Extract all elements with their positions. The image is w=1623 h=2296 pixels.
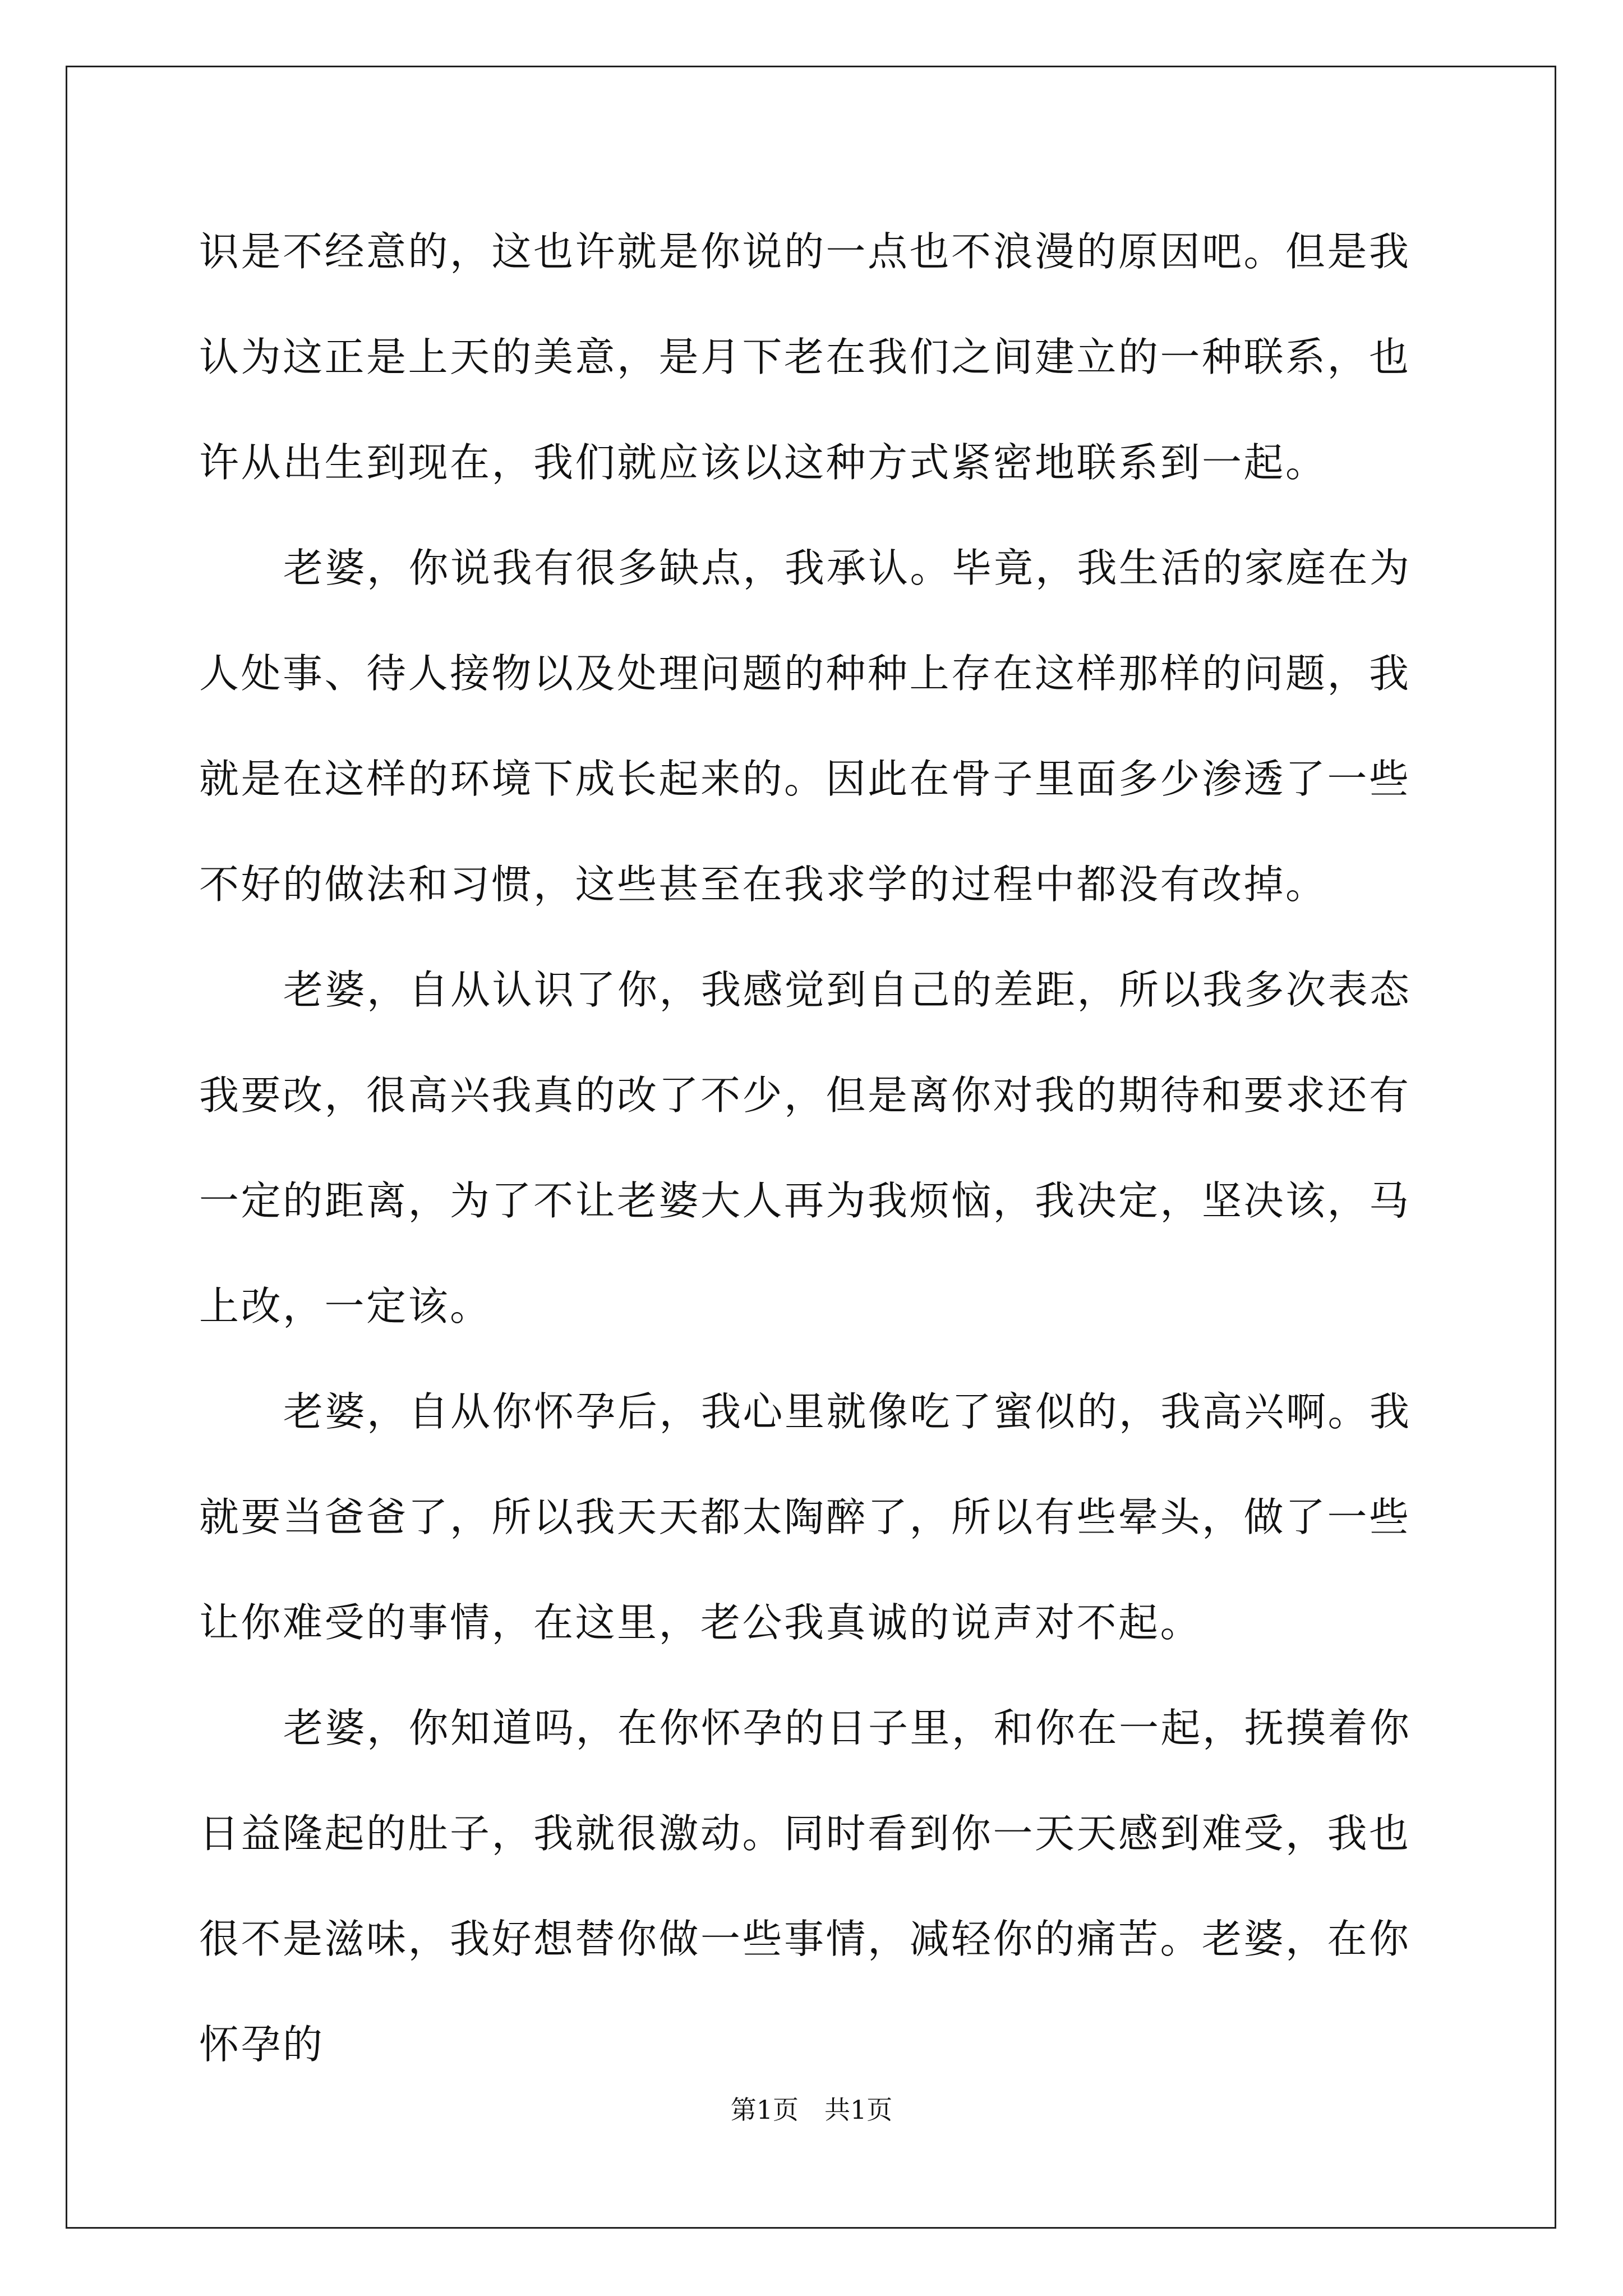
paragraph: 老婆，自从认识了你，我感觉到自己的差距，所以我多次表态我要改，很高兴我真的改了不少，但是离你对我的期待和要求还有一定的距离，为了不让老婆大人再为我烦恼，我决定，坚决该，马上改，一定该。 (199, 967, 1412, 1329)
paragraph: 老婆，你说我有很多缺点，我承认。毕竟，我生活的家庭在为人处事、待人接物以及处理问题的种种上存在这样那样的问题，我就是在这样的环境下成长起来的。因此在骨子里面多少渗透了一些不好的做法和习惯，这些甚至在我求学的过程中都没有改掉。 (199, 545, 1412, 908)
page-number: 第1页 (730, 2095, 799, 2125)
page-footer (0, 2090, 1623, 2127)
document-body (199, 199, 1433, 2097)
paragraph: 老婆，自从你怀孕后，我心里就像吃了蜜似的，我高兴啊。我就要当爸爸了，所以我天天都太陶醉了，所以有些晕头，做了一些让你难受的事情，在这里，老公我真诚的说声对不起。 (199, 1388, 1412, 1646)
paragraph-continued: 识是不经意的，这也许就是你说的一点也不浪漫的原因吧。但是我认为这正是上天的美意，是月下老在我们之间建立的一种联系，也许从出生到现在，我们就应该以这种方式紧密地联系到一起。 (199, 228, 1411, 486)
paragraph: 老婆，你知道吗，在你怀孕的日子里，和你在一起，抚摸着你日益隆起的肚子，我就很激动。同时看到你一天天感到难受，我也很不是滋味，我好想替你做一些事情，减轻你的痛苦。老婆，在你怀孕的 (199, 1705, 1412, 2068)
page-total: 共1页 (824, 2095, 893, 2125)
